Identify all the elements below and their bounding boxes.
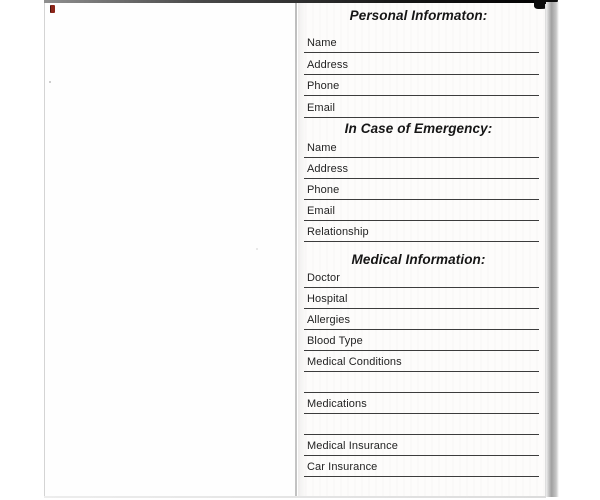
field-label: Address bbox=[307, 163, 349, 176]
book-cover-top-edge bbox=[44, 0, 556, 3]
page-edge-shadow bbox=[546, 2, 559, 497]
red-ink-mark bbox=[50, 5, 55, 13]
form-field-row-address bbox=[304, 53, 539, 74]
form-field-row-allergies bbox=[304, 309, 539, 330]
form-right-page bbox=[298, 0, 546, 497]
field-label: Email bbox=[307, 101, 336, 114]
section-title-in-case-of-emergency: In Case of Emergency: bbox=[344, 121, 493, 136]
form-field-row-car-insurance bbox=[304, 456, 539, 477]
scan-speck bbox=[49, 81, 51, 83]
form-field-row-blank-continuation bbox=[304, 414, 539, 435]
field-label: Name bbox=[307, 142, 337, 155]
blank-left-page bbox=[44, 2, 297, 497]
field-label: Medications bbox=[307, 398, 367, 411]
form-field-row-doctor bbox=[304, 267, 539, 288]
field-label: Address bbox=[307, 58, 349, 71]
form-field-row-name bbox=[304, 32, 539, 53]
form-field-row-medical-insurance bbox=[304, 435, 539, 456]
field-label: Doctor bbox=[307, 271, 340, 284]
field-rows bbox=[304, 267, 539, 478]
field-rows bbox=[304, 32, 539, 118]
form-field-row-phone bbox=[304, 75, 539, 96]
form-field-row-email bbox=[304, 200, 539, 221]
field-label: Hospital bbox=[307, 292, 348, 305]
form-field-row-blank-continuation bbox=[304, 372, 539, 393]
field-label: Phone bbox=[307, 80, 340, 93]
section-title-medical-information: Medical Information: bbox=[351, 252, 486, 267]
field-rows bbox=[304, 138, 539, 242]
form-field-row-phone bbox=[304, 179, 539, 200]
field-label: Name bbox=[307, 37, 337, 50]
field-label: Medical Insurance bbox=[307, 440, 398, 453]
form-field-row-medications bbox=[304, 393, 539, 414]
page-bottom-edge bbox=[44, 496, 546, 498]
field-label: Allergies bbox=[307, 313, 351, 326]
form-field-row-hospital bbox=[304, 288, 539, 309]
form-field-row-medical-conditions bbox=[304, 351, 539, 372]
form-field-row-email bbox=[304, 96, 539, 117]
scan-speck bbox=[256, 248, 258, 250]
book-spine-line bbox=[295, 3, 297, 497]
field-label: Email bbox=[307, 205, 336, 218]
form-field-row-name bbox=[304, 138, 539, 159]
field-label: Medical Conditions bbox=[307, 355, 402, 368]
form-field-row-blood-type bbox=[304, 330, 539, 351]
form-field-row-address bbox=[304, 158, 539, 179]
field-label: Relationship bbox=[307, 225, 369, 238]
field-label: Blood Type bbox=[307, 334, 363, 347]
field-label: Phone bbox=[307, 184, 340, 197]
section-title-personal-information: Personal Informaton: bbox=[349, 8, 488, 23]
form-field-row-relationship bbox=[304, 221, 539, 242]
field-label: Car Insurance bbox=[307, 461, 378, 474]
